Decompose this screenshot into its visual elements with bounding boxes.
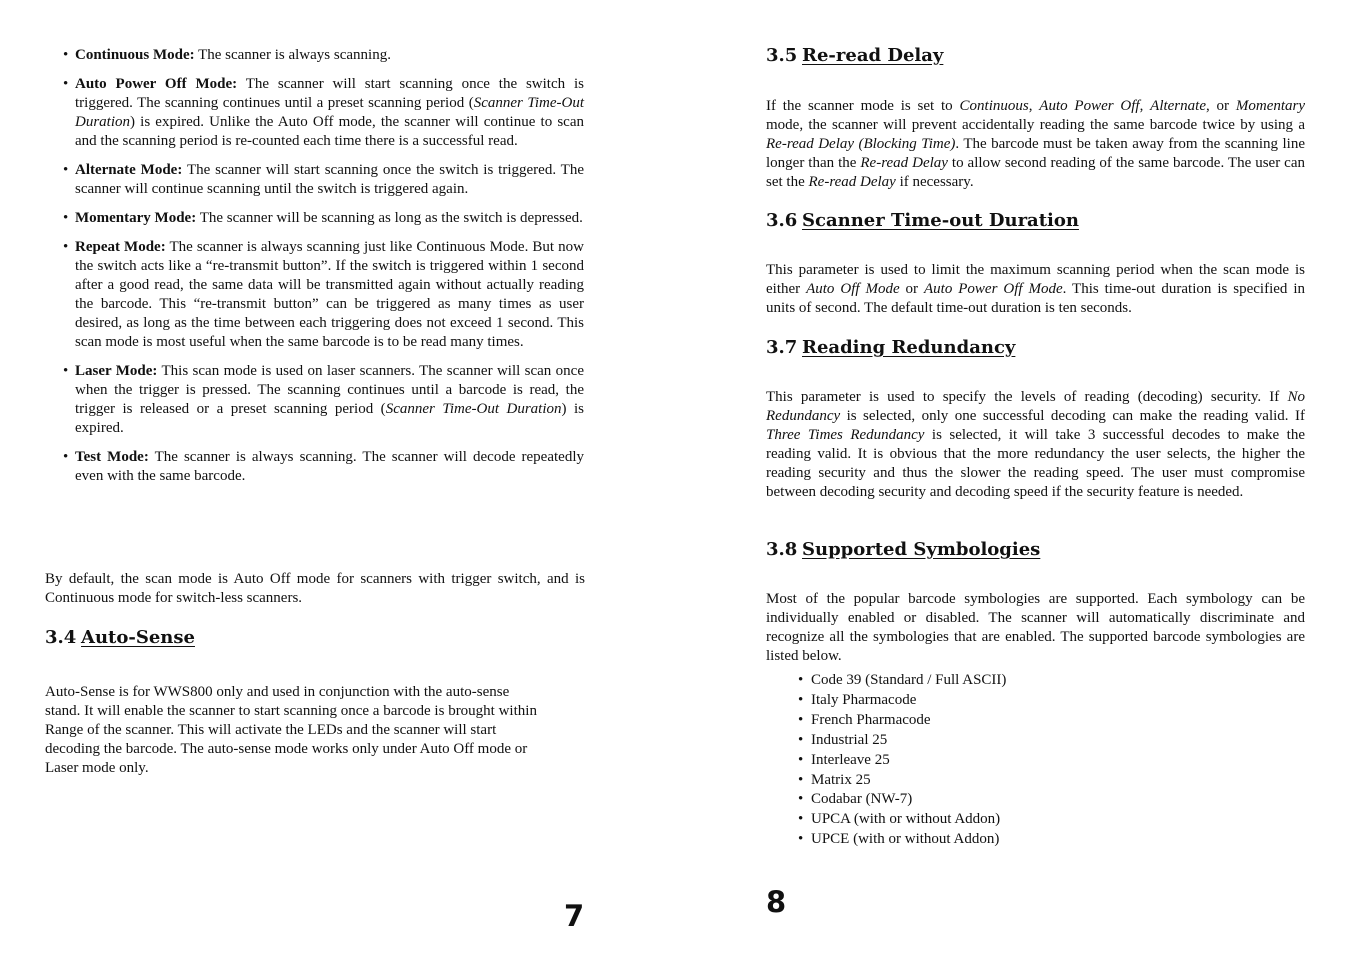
section-title: Supported Symbologies [802, 539, 1041, 560]
list-item: • Codabar (NW-7) [811, 790, 1006, 810]
list-item-repeat-mode: • Repeat Mode: The scanner is always scanning just like Continuous Mode. But now the switch acts like a “re-transmit button”. If the switch is triggered within 1 second after a good read, the same data will be transmitted again without actually reading the barcode. This “re-transmit button” can be triggered as many times as user desired, as long as the time between each triggering does not exceed 1 second. This scan mode is most useful when the same barcode is to be read many times. [75, 238, 584, 352]
section-heading-3-5 [766, 45, 943, 67]
symbologies-paragraph: Most of the popular barcode symbologies are supported. Each symbology can be individually enabled or disabled. The scanner will automatically discriminate and recognize all the symbologies that are enabled. The supported barcode symbologies are listed below. [766, 591, 1305, 664]
list-item-test-mode: • Test Mode: The scanner is always scanning. The scanner will decode repeatedly even with the same barcode. [75, 448, 584, 486]
section-heading-3-6 [766, 210, 1079, 232]
section-title: Scanner Time-out Duration [802, 210, 1079, 231]
section-number: 3.8 [766, 539, 798, 560]
symbology-list [811, 671, 1006, 850]
section-heading-3-8 [766, 539, 1040, 561]
list-item: • Interleave 25 [811, 751, 1006, 771]
section-title: Re-read Delay [802, 45, 944, 66]
list-item: • Industrial 25 [811, 731, 1006, 751]
redundancy-paragraph: This parameter is used to specify the levels of reading (decoding) security. If No Redundancy is selected, only one successful decoding can make the reading valid. If Three Times Redundancy is selected, it will take 3 successful decodes to make the reading valid. It is obvious that the more redundancy the user selects, the higher the reading security and thus the slower the reading speed. The user must compromise between decoding security and decoding speed if the security feature is needed. [766, 389, 1305, 500]
list-item: • Code 39 (Standard / Full ASCII) [811, 671, 1006, 691]
page-8 [766, 0, 1305, 954]
page-7 [45, 0, 585, 954]
page-number: 8 [766, 885, 787, 919]
list-item: • UPCA (with or without Addon) [811, 810, 1006, 830]
list-item: • Matrix 25 [811, 771, 1006, 791]
section-title: Reading Redundancy [802, 337, 1016, 358]
section-number: 3.5 [766, 45, 798, 66]
list-item-laser-mode: • Laser Mode: This scan mode is used on laser scanners. The scanner will scan once when the trigger is pressed. The scanning continues until a barcode is read, the trigger is released or a preset scanning period (Scanner Time-Out Duration) is expired. [75, 362, 584, 438]
list-item-alternate-mode: • Alternate Mode: The scanner will start scanning once the switch is triggered. The scanner will continue scanning until the switch is triggered again. [75, 161, 584, 199]
default-mode-paragraph: By default, the scan mode is Auto Off mode for scanners with trigger switch, and is Continuous mode for switch-less scanners. [45, 571, 585, 606]
section-number: 3.7 [766, 337, 798, 358]
list-item-momentary-mode: • Momentary Mode: The scanner will be scanning as long as the switch is depressed. [75, 209, 584, 228]
scan-mode-list [75, 46, 584, 496]
auto-sense-paragraph: Auto-Sense is for WWS800 only and used in conjunction with the auto-sense stand. It will enable the scanner to start scanning once a barcode is brought within Range of the scanner. This will activate the LEDs and the scanner will start decoding the barcode. The auto-sense mode works only under Auto Off mode or Laser mode only. [45, 684, 537, 776]
page-number: 7 [564, 899, 585, 933]
list-item-continuous-mode: • Continuous Mode: The scanner is always scanning. [75, 46, 584, 65]
list-item: • Italy Pharmacode [811, 691, 1006, 711]
section-title: Auto-Sense [81, 627, 195, 648]
list-item: • French Pharmacode [811, 711, 1006, 731]
section-heading-3-4 [45, 627, 195, 649]
list-item-auto-power-off-mode: • Auto Power Off Mode: The scanner will start scanning once the switch is triggered. The scanning continues until a preset scanning period (Scanner Time-Out Duration) is expired. Unlike the Auto Off mode, the scanner will continue to scan and the scanning period is re-counted each time there is a successful read. [75, 75, 584, 151]
section-number: 3.6 [766, 210, 798, 231]
section-number: 3.4 [45, 627, 77, 648]
time-out-paragraph: This parameter is used to limit the maximum scanning period when the scan mode is either Auto Off Mode or Auto Power Off Mode. This time-out duration is specified in units of second. The default time-out duration is ten seconds. [766, 262, 1305, 316]
section-heading-3-7 [766, 337, 1015, 359]
re-read-delay-paragraph: If the scanner mode is set to Continuous, Auto Power Off, Alternate, or Momentary mode, the scanner will prevent accidentally reading the same barcode twice by using a Re-read Delay (Blocking Time). The barcode must be taken away from the scanning line longer than the Re-read Delay to allow second reading of the same barcode. The user can set the Re-read Delay if necessary. [766, 98, 1306, 190]
list-item: • UPCE (with or without Addon) [811, 830, 1006, 850]
